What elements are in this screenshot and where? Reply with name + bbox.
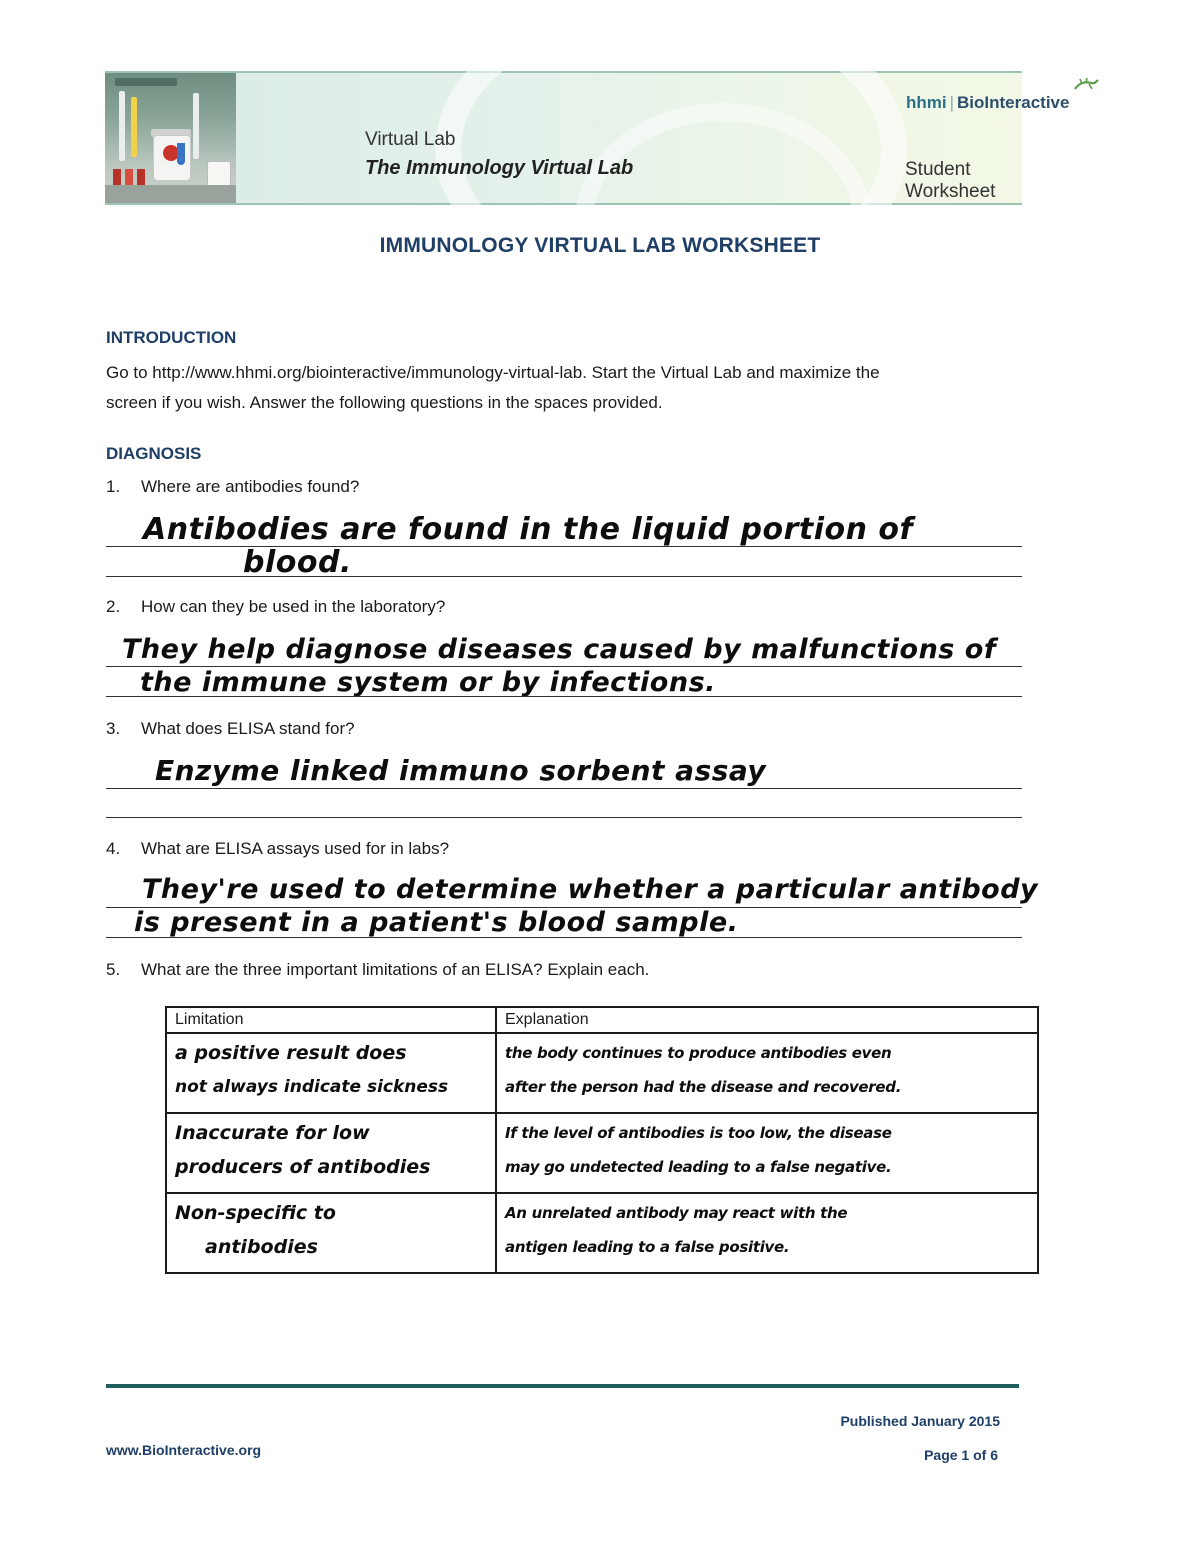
answer-4-line-1: They're used to determine whether a particular antibody bbox=[142, 874, 1039, 905]
intro-heading: INTRODUCTION bbox=[106, 328, 237, 347]
cell-line: after the person had the disease and recovered. bbox=[505, 1078, 902, 1096]
lizard-logo-icon bbox=[1073, 77, 1099, 93]
header-line2: The Immunology Virtual Lab bbox=[365, 157, 634, 179]
question-number: 4. bbox=[106, 839, 121, 858]
answer-2-line-2: the immune system or by infections. bbox=[140, 667, 716, 698]
student-worksheet-label: Student Worksheet bbox=[905, 159, 996, 202]
brand-name: BioInteractive bbox=[957, 93, 1070, 112]
header-limitation: Limitation bbox=[166, 1007, 496, 1033]
footer-divider bbox=[106, 1384, 1019, 1388]
question-2 bbox=[106, 597, 445, 617]
table-row bbox=[166, 1113, 1038, 1193]
answer-line bbox=[106, 937, 1022, 938]
page-number: Page 1 of 6 bbox=[924, 1447, 998, 1463]
site-link[interactable]: www.BioInteractive.org bbox=[106, 1442, 262, 1458]
answer-1-line-1: Antibodies are found in the liquid portion of bbox=[143, 512, 914, 547]
cell-line: may go undetected leading to a false negative. bbox=[505, 1158, 892, 1176]
cell-line: antibodies bbox=[205, 1236, 318, 1258]
decorative-swirl bbox=[575, 103, 871, 339]
question-text: What are the three important limitations of an ELISA? Explain each. bbox=[141, 960, 650, 979]
question-text: How can they be used in the laboratory? bbox=[141, 597, 446, 616]
answer-line bbox=[106, 696, 1022, 697]
cell-line: producers of antibodies bbox=[175, 1156, 431, 1178]
published-date: Published January 2015 bbox=[840, 1413, 1000, 1429]
question-text: Where are antibodies found? bbox=[141, 477, 360, 496]
limitation-cell bbox=[166, 1113, 496, 1193]
answer-line bbox=[106, 817, 1022, 818]
intro-line: screen if you wish. Answer the following questions in the spaces provided. bbox=[106, 393, 663, 412]
cell-line: antigen leading to a false positive. bbox=[505, 1238, 790, 1256]
question-4 bbox=[106, 839, 449, 859]
limitation-cell bbox=[166, 1033, 496, 1113]
question-3 bbox=[106, 719, 355, 739]
question-text: What does ELISA stand for? bbox=[141, 719, 355, 738]
table-row bbox=[166, 1193, 1038, 1273]
question-number: 5. bbox=[106, 960, 121, 979]
limitation-cell bbox=[166, 1193, 496, 1273]
explanation-cell bbox=[496, 1033, 1038, 1113]
question-text: What are ELISA assays used for in labs? bbox=[141, 839, 450, 858]
page-title: IMMUNOLOGY VIRTUAL LAB WORKSHEET bbox=[379, 234, 821, 257]
question-5 bbox=[106, 960, 649, 980]
answer-line bbox=[106, 788, 1022, 789]
cell-line: Inaccurate for low bbox=[175, 1122, 370, 1144]
answer-4-line-2: is present in a patient's blood sample. bbox=[134, 907, 739, 938]
header-explanation: Explanation bbox=[496, 1007, 1038, 1033]
cell-line: not always indicate sickness bbox=[175, 1077, 449, 1097]
header-line1: Virtual Lab bbox=[365, 129, 456, 150]
table-header-row bbox=[166, 1007, 1038, 1033]
answer-2-line-1: They help diagnose diseases caused by malfunctions of bbox=[122, 634, 997, 665]
explanation-cell bbox=[496, 1113, 1038, 1193]
question-number: 3. bbox=[106, 719, 121, 738]
answer-line bbox=[106, 576, 1022, 577]
question-1 bbox=[106, 477, 359, 497]
cell-line: If the level of antibodies is too low, the disease bbox=[505, 1124, 892, 1142]
intro-text bbox=[106, 358, 1066, 418]
brand-logo: hhmi | BioInteractive bbox=[906, 93, 1070, 112]
header-banner bbox=[105, 71, 1070, 205]
question-number: 1. bbox=[106, 477, 121, 496]
cell-line: Non-specific to bbox=[175, 1202, 336, 1224]
diagnosis-heading: DIAGNOSIS bbox=[106, 444, 202, 463]
cell-line: the body continues to produce antibodies even bbox=[505, 1044, 892, 1062]
cell-line: a positive result does bbox=[175, 1042, 407, 1064]
question-number: 2. bbox=[106, 597, 121, 616]
brand-hhmi: hhmi bbox=[906, 93, 947, 112]
limitations-table bbox=[165, 1006, 1039, 1274]
intro-line: Go to http://www.hhmi.org/biointeractive/immunology-virtual-lab. Start the Virtual Lab and maximize the bbox=[106, 363, 880, 382]
cell-line: An unrelated antibody may react with the bbox=[505, 1204, 848, 1222]
answer-3-line-1: Enzyme linked immuno sorbent assay bbox=[155, 754, 767, 787]
answer-1-line-2: blood. bbox=[243, 545, 352, 580]
explanation-cell bbox=[496, 1193, 1038, 1273]
table-row bbox=[166, 1033, 1038, 1113]
lab-equipment-photo bbox=[105, 73, 236, 203]
